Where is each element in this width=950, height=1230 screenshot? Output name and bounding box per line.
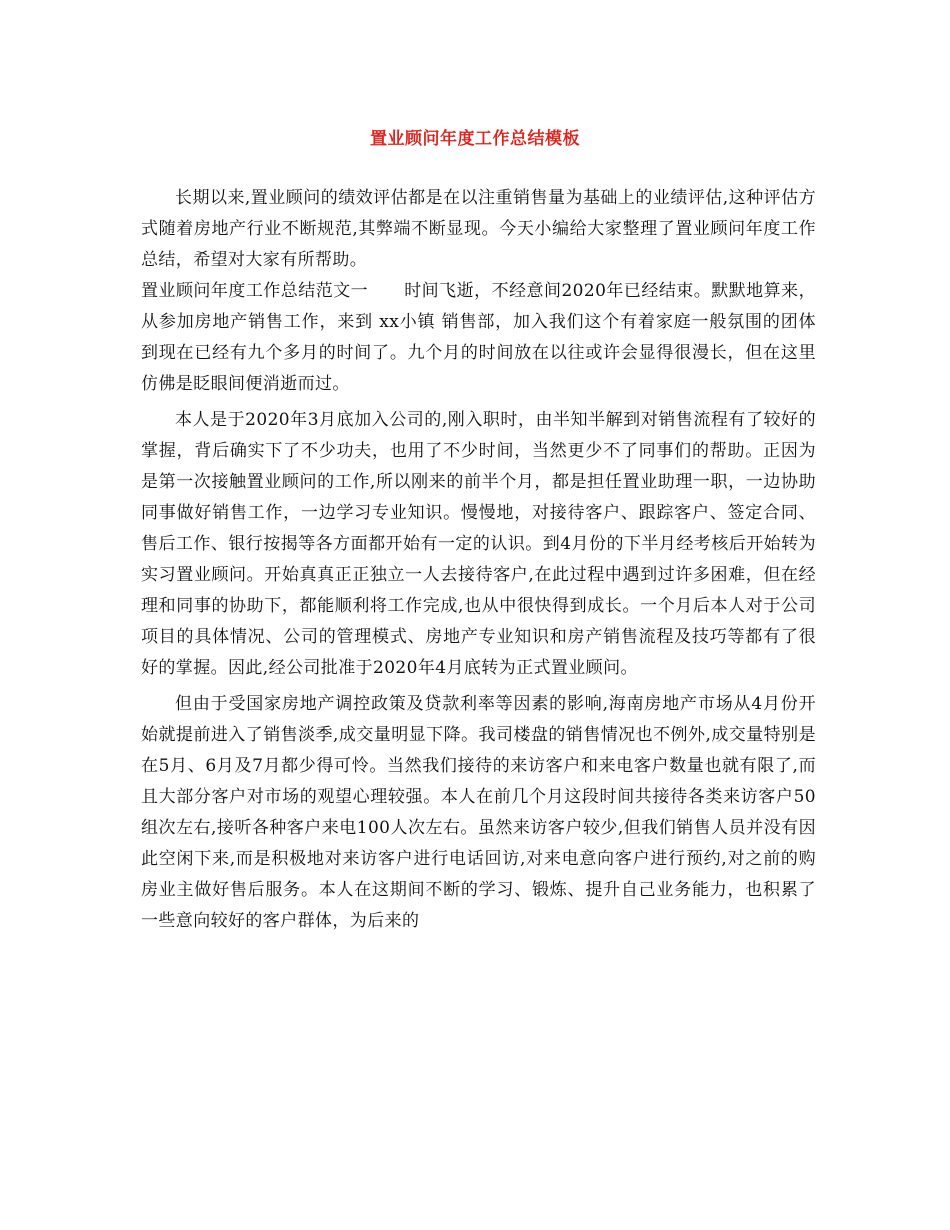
section-text: 时间飞逝，不经意间2020年已经结束。默默地算来，从参加房地产销售工作，来到 xx小镇 销售部，加入我们这个有着家庭一般氛围的团体到现在已经有九个多月的时间了。九个月的时间放在以往或许会显得很漫长，但在这里仿佛是眨眼间便消逝而过。 [141,281,816,394]
body-paragraph-2: 但由于受国家房地产调控政策及贷款利率等因素的影响,海南房地产市场从4月份开始就提前进入了销售淡季,成交量明显下降。我司楼盘的销售情况也不例外,成交量特别是在5月、6月及7月都少得可怜。当然我们接待的来访客户和来电客户数量也就有限了,而且大部分客户对市场的观望心理较强。本人在前几个月这段时间共接待各类来访客户50组次左右,接听各种客户来电100人次左右。虽然来访客户较少,但我们销售人员并没有因此空闲下来,而是积极地对来访客户进行电话回访,对来电意向客户进行预约,对之前的购房业主做好售后服务。本人在这期间不断的学习、锻炼、提升自己业务能力，也积累了一些意向较好的客户群体，为后来的 [141,694,816,931]
document-body [141,183,816,937]
section-paragraph [141,276,816,400]
body-paragraph-1: 本人是于2020年3月底加入公司的,刚入职时，由半知半解到对销售流程有了较好的掌握，背后确实下了不少功夫，也用了不少时间，当然更少不了同事们的帮助。正因为是第一次接触置业顾问的工作,所以刚来的前半个月，都是担任置业助理一职，一边协助同事做好销售工作，一边学习专业知识。慢慢地，对接待客户、跟踪客户、签定合同、售后工作、银行按揭等各方面都开始有一定的认识。到4月份的下半月经考核后开始转为实习置业顾问。开始真真正正独立一人去接待客户,在此过程中遇到过许多困难，但在经理和同事的协助下，都能顺利将工作完成,也从中很快得到成长。一个月后本人对于公司项目的具体情况、公司的管理模式、房地产专业知识和房产销售流程及技巧等都有了很好的掌握。因此,经公司批准于2020年4月底转为正式置业顾问。 [141,410,816,678]
intro-paragraph: 长期以来,置业顾问的绩效评估都是在以注重销售量为基础上的业绩评估,这种评估方式随着房地产行业不断规范,其弊端不断显现。今天小编给大家整理了置业顾问年度工作总结，希望对大家有所帮助。 [141,188,816,270]
document-title: 置业顾问年度工作总结模板 [370,129,580,149]
section-heading: 置业顾问年度工作总结范文一 [141,281,369,301]
